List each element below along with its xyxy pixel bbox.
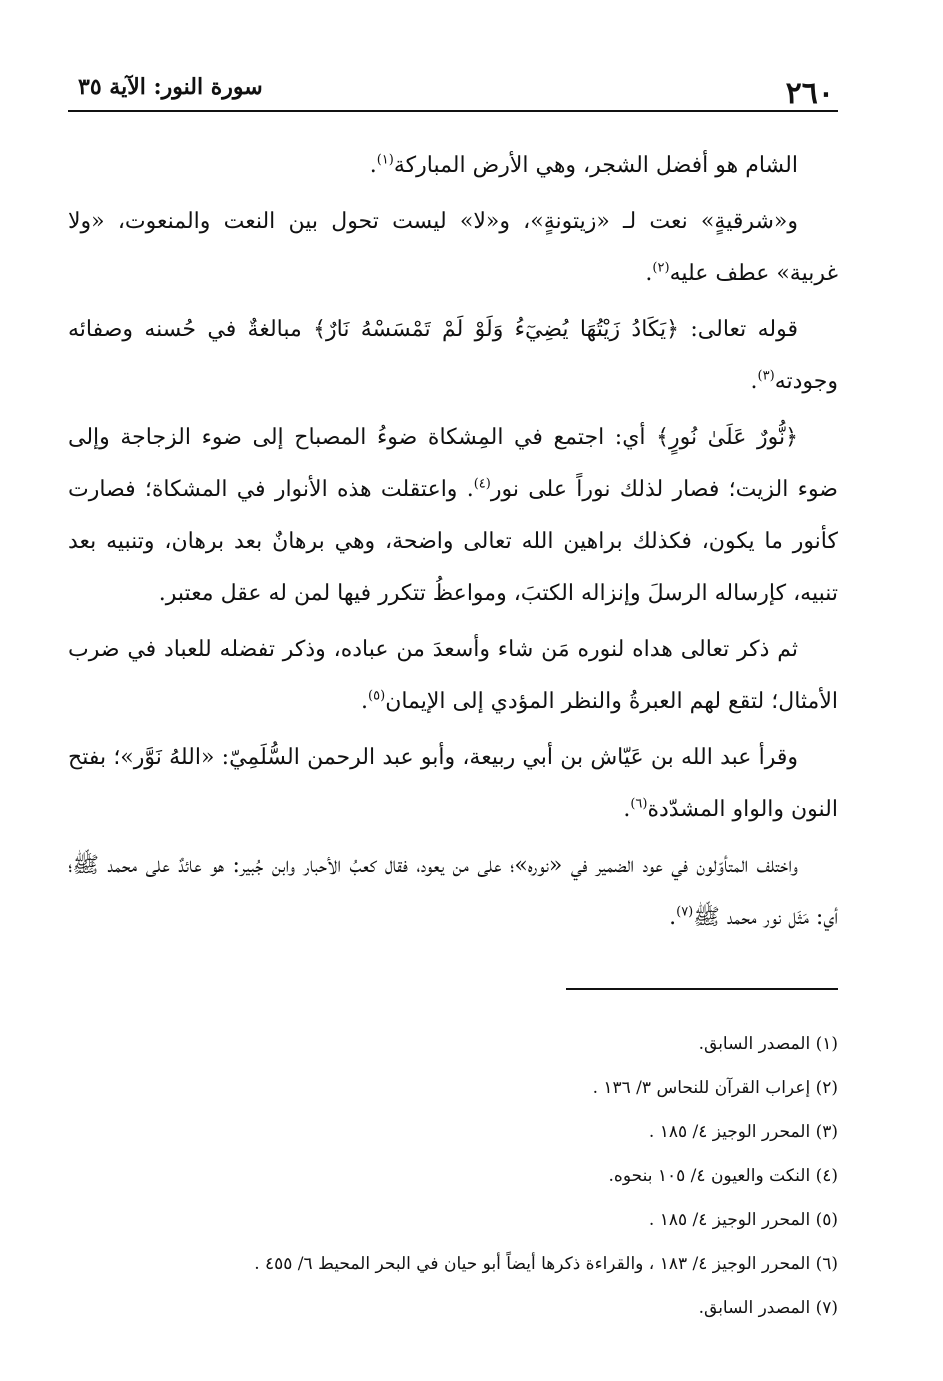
paragraph: ﴿نُّورٌ عَلَىٰ نُورٍ﴾ أي: اجتمع في المِشكاة ضوءُ المصباح إلى ضوء الزجاجة وإلى ضوء الزيت؛ فصار لذلك نوراً على نور$^{(٤)}$. واعتقلت هذه الأنوار في المشكاة؛ فصارت كأنور ما يكون، فكذلك براهين الله تعالى واضحة، وهي برهانٌ بعد برهان، وتنبيه بعد تنبيه، كإرساله الرسلَ وإنزاله الكتبَ، ومواعظُ تتكرر فيها لمن له عقل معتبر. <box>68 425 838 606</box>
paragraph: وقرأ عبد الله بن عَيّاش بن أبي ربيعة، وأبو عبد الرحمن السُّلَمِيّ: «اللهُ نَوَّر»؛ بفتح النون والواو المشدّدة$^{(٦)}$. <box>68 745 838 822</box>
running-title: سورة النور: الآية ٣٥ <box>78 74 263 100</box>
footnotes <box>68 1022 838 1330</box>
footnote-ref: (٢) <box>652 260 670 276</box>
footnote-ref: (٧) <box>676 904 694 920</box>
footnote: (٤) النكت والعيون ٤/ ١٠٥ بنحوه. <box>608 1166 838 1186</box>
footnote-ref: (٤) <box>473 476 491 492</box>
footnote: (٣) المحرر الوجيز ٤/ ١٨٥ . <box>648 1122 838 1142</box>
page-number: ٢٦٠ <box>785 76 834 111</box>
paragraph: ثم ذكر تعالى هداه لنوره مَن شاء وأسعدَ من عباده، وذكر تفضله للعباد في ضرب الأمثال؛ لتقع لهم العبرةُ والنظر المؤدي إلى الإيمان$^{(٥)}$. <box>68 637 838 714</box>
paragraph: قوله تعالى: ﴿يَكَادُ زَيْتُهَا يُضِيٓءُ وَلَوْ لَمْ تَمْسَسْهُ نَارٌ﴾ مبالغةٌ في حُسنه وصفائه وجودته$^{(٣)}$. <box>68 317 838 394</box>
footnote-ref: (٦) <box>630 796 648 812</box>
footnote: (٧) المصدر السابق. <box>698 1298 838 1318</box>
main-text <box>68 140 838 948</box>
footnote-divider <box>566 988 838 990</box>
footnote-ref: (١) <box>376 152 394 168</box>
footnote: (٢) إعراب القرآن للنحاس ٣/ ١٣٦ . <box>592 1078 838 1098</box>
footnote: (١) المصدر السابق. <box>698 1034 838 1054</box>
paragraph: الشام هو أفضل الشجر، وهي الأرض المباركة$^{(١)}$. <box>369 152 798 178</box>
footnote-ref: (٥) <box>368 688 386 704</box>
footnote: (٥) المحرر الوجيز ٤/ ١٨٥ . <box>648 1210 838 1230</box>
page-header <box>68 70 838 112</box>
footnote-ref: (٣) <box>757 368 775 384</box>
paragraph: و«شرقيةٍ» نعت لـ «زيتونةٍ»، و«لا» ليست تحول بين النعت والمنعوت، «ولا غربية» عطف عليه$^{(٢)}$. <box>68 209 838 286</box>
footnote: (٦) المحرر الوجيز ٤/ ١٨٣ ، والقراءة ذكرها أيضاً أبو حيان في البحر المحيط ٦/ ٤٥٥ . <box>254 1254 838 1274</box>
paragraph: واختلف المتأوّلون في عود الضمير في «نوره»؛ على من يعود، فقال كعبُ الأحبار وابن جُبير: هو عائدٌ على محمد ﷺ؛ أي: مَثَل نور محمد ﷺ$^{(٧)}$. <box>68 853 838 930</box>
